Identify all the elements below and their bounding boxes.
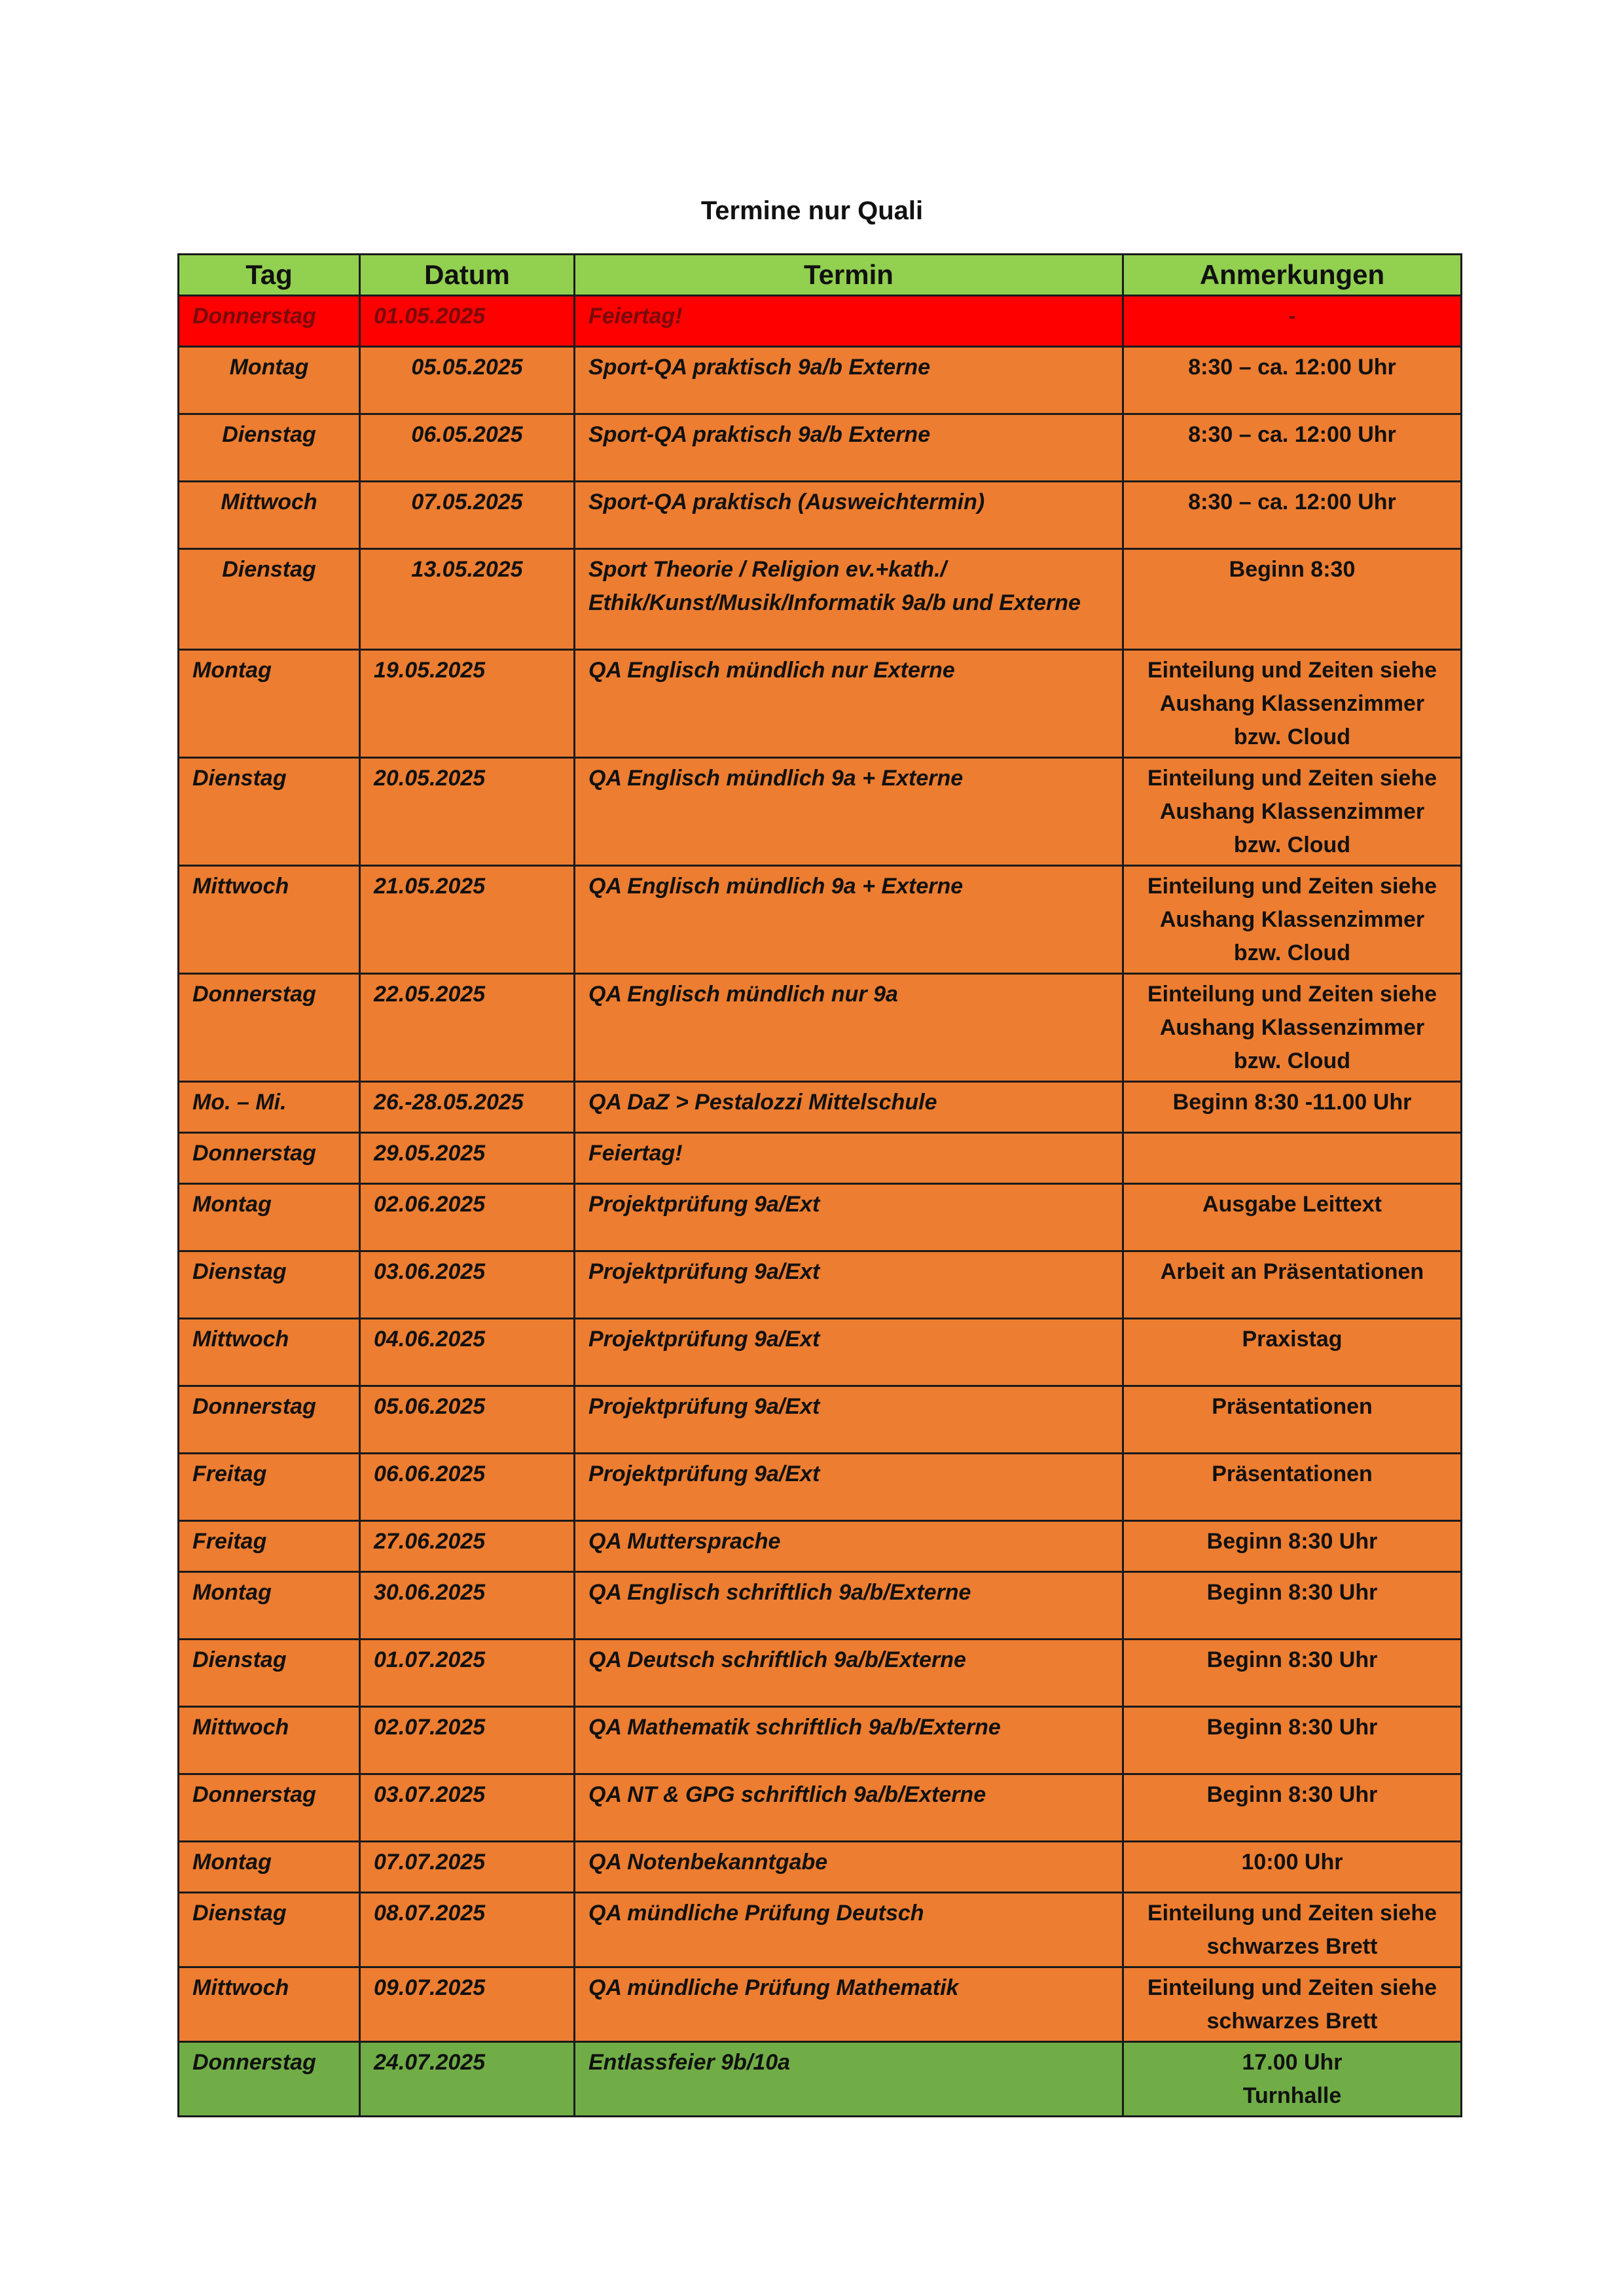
cell-anmerkungen: Einteilung und Zeiten siehe schwarzes Brett [1123,1967,1462,2042]
cell-termin: QA mündliche Prüfung Deutsch [575,1893,1123,1967]
cell-anmerkungen [1123,1133,1462,1184]
cell-termin: QA mündliche Prüfung Mathematik [575,1967,1123,2042]
cell-datum: 06.06.2025 [360,1454,575,1521]
table-row [179,1184,1462,1251]
cell-tag: Mittwoch [179,1319,360,1386]
table-row [179,1319,1462,1386]
cell-tag: Dienstag [179,758,360,866]
cell-termin: Projektprüfung 9a/Ext [575,1454,1123,1521]
cell-tag: Donnerstag [179,1133,360,1184]
table-row [179,758,1462,866]
table-row [179,1572,1462,1640]
cell-tag: Dienstag [179,1640,360,1707]
cell-datum: 03.06.2025 [360,1251,575,1319]
cell-datum: 03.07.2025 [360,1774,575,1842]
cell-datum: 13.05.2025 [360,549,575,650]
cell-termin: QA Englisch mündlich nur 9a [575,974,1123,1082]
cell-tag: Mittwoch [179,482,360,549]
table-row [179,1521,1462,1572]
cell-anmerkungen: 8:30 – ca. 12:00 Uhr [1123,414,1462,482]
cell-termin: QA Deutsch schriftlich 9a/b/Externe [575,1640,1123,1707]
cell-datum: 20.05.2025 [360,758,575,866]
cell-datum: 30.06.2025 [360,1572,575,1640]
cell-tag: Donnerstag [179,1774,360,1842]
cell-datum: 07.07.2025 [360,1842,575,1893]
cell-anmerkungen: Präsentationen [1123,1454,1462,1521]
cell-termin: Projektprüfung 9a/Ext [575,1184,1123,1251]
cell-datum: 26.-28.05.2025 [360,1082,575,1133]
cell-tag: Dienstag [179,549,360,650]
cell-termin: Projektprüfung 9a/Ext [575,1386,1123,1454]
cell-anmerkungen: Beginn 8:30 -11.00 Uhr [1123,1082,1462,1133]
table-row [179,1893,1462,1967]
cell-termin: Feiertag! [575,296,1123,347]
cell-tag: Donnerstag [179,2042,360,2117]
cell-anmerkungen: Präsentationen [1123,1386,1462,1454]
cell-datum: 05.05.2025 [360,347,575,414]
cell-termin: Feiertag! [575,1133,1123,1184]
cell-tag: Dienstag [179,414,360,482]
cell-termin: Entlassfeier 9b/10a [575,2042,1123,2117]
cell-datum: 22.05.2025 [360,974,575,1082]
cell-anmerkungen: Einteilung und Zeiten siehe Aushang Klassenzimmer bzw. Cloud [1123,650,1462,758]
table-row [179,296,1462,347]
table-row [179,974,1462,1082]
cell-tag: Donnerstag [179,974,360,1082]
cell-tag: Dienstag [179,1251,360,1319]
table-row [179,650,1462,758]
table-row [179,1967,1462,2042]
cell-termin: QA DaZ > Pestalozzi Mittelschule [575,1082,1123,1133]
cell-anmerkungen: Einteilung und Zeiten siehe Aushang Klassenzimmer bzw. Cloud [1123,974,1462,1082]
table-row [179,1707,1462,1774]
table-row [179,1842,1462,1893]
schedule-table [177,253,1462,2117]
cell-anmerkungen: Beginn 8:30 [1123,549,1462,650]
cell-tag: Mittwoch [179,866,360,974]
cell-datum: 02.06.2025 [360,1184,575,1251]
cell-tag: Mo. – Mi. [179,1082,360,1133]
page-title: Termine nur Quali [700,196,924,225]
cell-tag: Freitag [179,1521,360,1572]
table-row [179,1133,1462,1184]
cell-termin: Projektprüfung 9a/Ext [575,1319,1123,1386]
cell-tag: Montag [179,650,360,758]
cell-anmerkungen: Ausgabe Leittext [1123,1184,1462,1251]
table-row [179,1454,1462,1521]
cell-anmerkungen: 8:30 – ca. 12:00 Uhr [1123,482,1462,549]
cell-datum: 21.05.2025 [360,866,575,974]
cell-anmerkungen: - [1123,296,1462,347]
cell-datum: 09.07.2025 [360,1967,575,2042]
cell-anmerkungen: Praxistag [1123,1319,1462,1386]
cell-termin: Sport-QA praktisch 9a/b Externe [575,347,1123,414]
cell-termin: QA Englisch mündlich 9a + Externe [575,866,1123,974]
cell-datum: 07.05.2025 [360,482,575,549]
table-header-row [179,255,1462,296]
cell-datum: 19.05.2025 [360,650,575,758]
cell-anmerkungen: Beginn 8:30 Uhr [1123,1521,1462,1572]
header-datum: Datum [360,255,575,296]
cell-anmerkungen: Arbeit an Präsentationen [1123,1251,1462,1319]
cell-anmerkungen: Beginn 8:30 Uhr [1123,1572,1462,1640]
cell-tag: Montag [179,1572,360,1640]
cell-tag: Montag [179,1842,360,1893]
table-row [179,1640,1462,1707]
cell-datum: 24.07.2025 [360,2042,575,2117]
header-anmerkungen: Anmerkungen [1123,255,1462,296]
cell-anmerkungen: Beginn 8:30 Uhr [1123,1707,1462,1774]
cell-tag: Donnerstag [179,296,360,347]
table-row [179,866,1462,974]
table-row [179,414,1462,482]
cell-anmerkungen: 17.00 Uhr Turnhalle [1123,2042,1462,2117]
table-row [179,1082,1462,1133]
cell-termin: QA Notenbekanntgabe [575,1842,1123,1893]
cell-tag: Donnerstag [179,1386,360,1454]
cell-termin: QA Englisch mündlich 9a + Externe [575,758,1123,866]
cell-datum: 05.06.2025 [360,1386,575,1454]
cell-termin: QA Muttersprache [575,1521,1123,1572]
cell-termin: Sport Theorie / Religion ev.+kath./ Ethik/Kunst/Musik/Informatik 9a/b und Externe [575,549,1123,650]
cell-datum: 04.06.2025 [360,1319,575,1386]
cell-datum: 06.05.2025 [360,414,575,482]
cell-termin: QA Englisch mündlich nur Externe [575,650,1123,758]
cell-datum: 01.07.2025 [360,1640,575,1707]
table-row [179,1774,1462,1842]
cell-datum: 29.05.2025 [360,1133,575,1184]
cell-anmerkungen: Einteilung und Zeiten siehe Aushang Klassenzimmer bzw. Cloud [1123,758,1462,866]
cell-anmerkungen: 10:00 Uhr [1123,1842,1462,1893]
cell-datum: 08.07.2025 [360,1893,575,1967]
cell-termin: Sport-QA praktisch (Ausweichtermin) [575,482,1123,549]
cell-tag: Mittwoch [179,1967,360,2042]
cell-termin: QA Englisch schriftlich 9a/b/Externe [575,1572,1123,1640]
cell-termin: Sport-QA praktisch 9a/b Externe [575,414,1123,482]
cell-datum: 02.07.2025 [360,1707,575,1774]
cell-tag: Freitag [179,1454,360,1521]
cell-anmerkungen: Einteilung und Zeiten siehe Aushang Klassenzimmer bzw. Cloud [1123,866,1462,974]
cell-tag: Dienstag [179,1893,360,1967]
cell-tag: Mittwoch [179,1707,360,1774]
cell-anmerkungen: Einteilung und Zeiten siehe schwarzes Brett [1123,1893,1462,1967]
table-row [179,482,1462,549]
cell-datum: 01.05.2025 [360,296,575,347]
cell-datum: 27.06.2025 [360,1521,575,1572]
table-row [179,2042,1462,2117]
cell-anmerkungen: Beginn 8:30 Uhr [1123,1774,1462,1842]
cell-anmerkungen: 8:30 – ca. 12:00 Uhr [1123,347,1462,414]
cell-anmerkungen: Beginn 8:30 Uhr [1123,1640,1462,1707]
table-row [179,347,1462,414]
cell-termin: Projektprüfung 9a/Ext [575,1251,1123,1319]
header-tag: Tag [179,255,360,296]
table-row [179,549,1462,650]
cell-termin: QA Mathematik schriftlich 9a/b/Externe [575,1707,1123,1774]
table-row [179,1386,1462,1454]
cell-tag: Montag [179,347,360,414]
cell-termin: QA NT & GPG schriftlich 9a/b/Externe [575,1774,1123,1842]
table-row [179,1251,1462,1319]
cell-tag: Montag [179,1184,360,1251]
header-termin: Termin [575,255,1123,296]
